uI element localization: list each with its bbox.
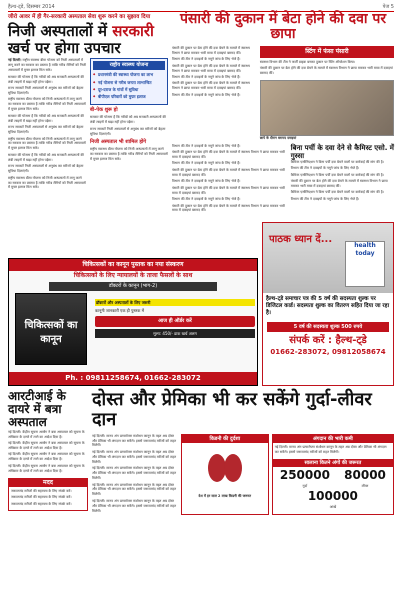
- organ-shortage-box: अंगदान की भारी कमी नई दिल्ली। मानव अंग प्रत्यारोपण संशोधन कानून के तहत अब दोस्त और प्रेमिका भी अंगदान कर सकेंगे। इससे जरूरतमंद मरीजों को राहत मिलेगी। सालाना कितने अंगों की जरूरत 250000 गुर्दा 80000 लीवर 100000 आंखें: [272, 434, 394, 516]
- book-ad-subband: चिकित्सकों के लिए न्यायालयों के ताजा फैसलों के साथ: [73, 272, 193, 280]
- order-button[interactable]: आज ही ऑर्डर करें: [95, 316, 255, 327]
- lead-story: जीरो आवर में ही गैर-सरकारी अस्पताल सेवा शुरू करने का सुझाव दिया निजी अस्पतालों में सरकारी खर्च पर होगा उपचार नई दिल्ली। राष्ट्रीय स्वास्थ्य बीमा योजना को निजी अस्पतालों में लागू करने का सरकार का प्रस्ताव है ताकि गरीब रोगियों को निजी अस्पतालों में मुफ्त इलाज मिल सके। सरकार की योजना है कि गरीबों को अब सरकारी अस्पतालों की लंबी लाइनों में खड़ा नहीं होना पड़ेगा। राज्य सरकारें निजी अस्पतालों से अनुबंध कर मरीजों को बेहतर सुविधा दिलाएंगी। राष्ट्रीय स्वास्थ्य बीमा योजना को निजी अस्पतालों में लागू करने का सरकार का प्रस्ताव है ताकि गरीब रोगियों को निजी अस्पतालों में मुफ्त इलाज मिल सके। सरकार की योजना है कि गरीबों को अब सरकारी अस्पतालों की लंबी लाइनों में खड़ा नहीं होना पड़ेगा। राज्य सरकारें निजी अस्पतालों से अनुबंध कर मरीजों को बेहतर सुविधा दिलाएंगी। राष्ट्रीय स्वास्थ्य बीमा योजना को निजी अस्पतालों में लागू करने का सरकार का प्रस्ताव है ताकि गरीब रोगियों को निजी अस्पतालों में मुफ्त इलाज मिल सके। सरकार की योजना है कि गरीबों को अब सरकारी अस्पतालों की लंबी लाइनों में खड़ा नहीं होना पड़ेगा। राज्य सरकारें निजी अस्पतालों से अनुबंध कर मरीजों को बेहतर सुविधा दिलाएंगी। राष्ट्रीय स्वास्थ्य बीमा योजना को निजी अस्पतालों में लागू करने का सरकार का प्रस्ताव है ताकि गरीब रोगियों को निजी अस्पतालों में मुफ्त इलाज मिल सके। राष्ट्रीय स्वास्थ्य योजना ◆ प्रधानमंत्री की स्वास्थ्य योजना का लाभ ◆ नई योजना से गरीब जनता लाभान्वित ◆ दूर-दराज के गांवों में सुविधा ◆ बीपीएल परिवारों को मुफ्त इलाज बी-पेक शुरू हो सरकार की योजना है कि गरीबों को अब सरकारी अस्पतालों की लंबी लाइनों में खड़ा नहीं होना पड़ेगा। राज्य सरकारें निजी अस्पतालों से अनुबंध कर मरीजों को बेहतर सुविधा दिलाएंगी। निजी अस्पताल भी शामिल होंगे राष्ट्रीय स्वास्थ्य बीमा योजना को निजी अस्पतालों में लागू करने का सरकार का प्रस्ताव है ताकि गरीब रोगियों को निजी अस्पतालों में मुफ्त इलाज मिल सके।: [8, 12, 168, 192]
- header-page-number: पेज 5: [382, 4, 394, 10]
- health-today-logo: health today: [345, 241, 385, 287]
- lead-headline: निजी अस्पतालों में सरकारी खर्च पर होगा उपचार: [8, 22, 154, 57]
- lead-body: नई दिल्ली। राष्ट्रीय स्वास्थ्य बीमा योजना को निजी अस्पतालों में लागू करने का सरकार का प्रस्ताव है ताकि गरीब रोगियों को निजी अस्पतालों में मुफ्त इलाज मिल सके। सरकार की योजना है कि गरीबों को अब सरकारी अस्पतालों की लंबी लाइनों में खड़ा नहीं होना पड़ेगा। राज्य सरकारें निजी अस्पतालों से अनुबंध कर मरीजों को बेहतर सुविधा दिलाएंगी। राष्ट्रीय स्वास्थ्य बीमा योजना को निजी अस्पतालों में लागू करने का सरकार का प्रस्ताव है ताकि गरीब रोगियों को निजी अस्पतालों में मुफ्त इलाज मिल सके। सरकार की योजना है कि गरीबों को अब सरकारी अस्पतालों की लंबी लाइनों में खड़ा नहीं होना पड़ेगा। राज्य सरकारें निजी अस्पतालों से अनुबंध कर मरीजों को बेहतर सुविधा दिलाएंगी। राष्ट्रीय स्वास्थ्य बीमा योजना को निजी अस्पतालों में लागू करने का सरकार का प्रस्ताव है ताकि गरीब रोगियों को निजी अस्पतालों में मुफ्त इलाज मिल सके। सरकार की योजना है कि गरीबों को अब सरकारी अस्पतालों की लंबी लाइनों में खड़ा नहीं होना पड़ेगा। राज्य सरकारें निजी अस्पतालों से अनुबंध कर मरीजों को बेहतर सुविधा दिलाएंगी। राष्ट्रीय स्वास्थ्य बीमा योजना को निजी अस्पतालों में लागू करने का सरकार का प्रस्ताव है ताकि गरीब रोगियों को निजी अस्पतालों में मुफ्त इलाज मिल सके।: [8, 58, 87, 190]
- organ-headline: दोस्त और प्रेमिका भी कर सकेंगे गुर्दा-लीवर दान: [92, 389, 372, 430]
- promo-attention: पाठक ध्यान दें...: [269, 234, 333, 245]
- stat-eyes: 100000 आंखें: [307, 489, 358, 509]
- book-ad-info: डॉक्टरों और अस्पतालों के लिए जरूरी कानूनी जानकारी एक ही पुस्तक में आज ही ऑर्डर करें मूल्य: 450/- डाक खर्च अलग: [95, 299, 255, 338]
- book-ad-strip: डॉक्टरों के कानून (भाग-2): [49, 282, 217, 291]
- yojana-box: [90, 58, 168, 104]
- yojana-title: राष्ट्रीय स्वास्थ्य योजना: [93, 61, 165, 70]
- list-item: ◆ नई योजना से गरीब जनता लाभान्वित: [93, 80, 165, 85]
- promo-contact: संपर्क करें : हैल्थ-ट्डे: [289, 335, 367, 347]
- stat-liver: 80000 लीवर: [344, 468, 386, 488]
- lead-deck: जीरो आवर में ही गैर-सरकारी अस्पताल सेवा शुरू करने का सुझाव दिया: [8, 14, 151, 20]
- promo-phones: 01662-283072, 09812058674: [270, 347, 386, 356]
- header-date: हैल्थ-ट्डे, दिसम्बर 2014: [8, 4, 55, 10]
- rti-headline: आरटीआई के दायरे में बत्रा अस्पताल: [8, 389, 66, 430]
- kidney-box: किडनी की दुर्दशा देश में हर साल 2 लाख किडनी की जरूरत: [181, 434, 269, 516]
- lead-subhead: बी-पेक शुरू हो: [90, 106, 118, 113]
- organ-stats: [273, 467, 393, 488]
- promo-image: [263, 223, 393, 293]
- book-price: मूल्य: 450/- डाक खर्च अलग: [95, 329, 255, 338]
- kidney-icon: [182, 443, 268, 493]
- stat-kidney: 250000 गुर्दा: [279, 468, 330, 488]
- madad-box: मदद जरूरतमंद मरीजों की सहायता के लिए संपर्क करें। जरूरतमंद मरीजों की सहायता के लिए संपर्क करें। जरूरतमंद मरीजों की सहायता के लिए संपर्क करें।: [8, 478, 88, 511]
- photo-caption: छापे के दौरान बरामद दवाइयां: [259, 135, 297, 140]
- stats-title: सालाना कितने अंगों की जरूरत: [273, 459, 393, 468]
- top-story: पंसारी की दुकान में बेटा होने की दवा पर छापा पंसारी की दुकान पर बेटा होने की दवा बेचने के मामले में स्वास्थ्य विभाग ने छापा मारकर भारी मात्रा में दवाइयां बरामद कीं। विभाग की टीम ने दवाइयों के नमूने जांच के लिए भेजे हैं। पंसारी की दुकान पर बेटा होने की दवा बेचने के मामले में स्वास्थ्य विभाग ने छापा मारकर भारी मात्रा में दवाइयां बरामद कीं। विभाग की टीम ने दवाइयों के नमूने जांच के लिए भेजे हैं। पंसारी की दुकान पर बेटा होने की दवा बेचने के मामले में स्वास्थ्य विभाग ने छापा मारकर भारी मात्रा में दवाइयां बरामद कीं। विभाग की टीम ने दवाइयों के नमूने जांच के लिए भेजे हैं। स्टिंग में फंसा पंसारी स्वास्थ्य विभाग की टीम ने फर्जी ग्राहक बनकर दुकान पर स्टिंग ऑपरेशन किया। पंसारी की दुकान पर बेटा होने की दवा बेचने के मामले में स्वास्थ्य विभाग ने छापा मारकर भारी मात्रा में दवाइयां बरामद कीं। छापे के दौरान बरामद दवाइयां विभाग की टीम ने दवाइयों के नमूने जांच के लिए भेजे हैं। पंसारी की दुकान पर बेटा होने की दवा बेचने के मामले में स्वास्थ्य विभाग ने छापा मारकर भारी मात्रा में दवाइयां बरामद कीं। विभाग की टीम ने दवाइयों के नमूने जांच के लिए भेजे हैं। पंसारी की दुकान पर बेटा होने की दवा बेचने के मामले में स्वास्थ्य विभाग ने छापा मारकर भारी मात्रा में दवाइयां बरामद कीं। विभाग की टीम ने दवाइयों के नमूने जांच के लिए भेजे हैं। पंसारी की दुकान पर बेटा होने की दवा बेचने के मामले में स्वास्थ्य विभाग ने छापा मारकर भारी मात्रा में दवाइयां बरामद कीं। विभाग की टीम ने दवाइयों के नमूने जांच के लिए भेजे हैं। पंसारी की दुकान पर बेटा होने की दवा बेचने के मामले में स्वास्थ्य विभाग ने छापा मारकर भारी मात्रा में दवाइयां बरामद कीं। बिना पर्ची के दवा देने से कैमिस्ट एसो. में गुस्सा कैमिस्ट एसोसिएशन ने बिना पर्ची दवा बेचने वालों पर कार्रवाई की मांग की है। विभाग की टीम ने दवाइयों के नमूने जांच के लिए भेजे हैं। कैमिस्ट एसोसिएशन ने बिना पर्ची दवा बेचने वालों पर कार्रवाई की मांग की है। पंसारी की दुकान पर बेटा होने की दवा बेचने के मामले में स्वास्थ्य विभाग ने छापा मारकर भारी मात्रा में दवाइयां बरामद कीं। कैमिस्ट एसोसिएशन ने बिना पर्ची दवा बेचने वालों पर कार्रवाई की मांग की है। विभाग की टीम ने दवाइयों के नमूने जांच के लिए भेजे हैं।: [172, 11, 394, 213]
- book-ad-band: चिकित्सकों का कानून पुस्तक का नया संस्करण: [9, 259, 257, 271]
- lead-subhead-2: निजी अस्पताल भी शामिल होंगे: [90, 138, 147, 145]
- top-story-headline: पंसारी की दुकान में बेटा होने की दवा पर छापा: [179, 11, 387, 43]
- book-cover-image: [15, 293, 87, 365]
- top-story-subhead: बिना पर्ची के दवा देने से कैमिस्ट एसो. में गुस्सा: [290, 143, 394, 160]
- list-item: ◆ बीपीएल परिवारों को मुफ्त इलाज: [93, 94, 165, 99]
- book-advertisement[interactable]: [8, 258, 258, 386]
- news-photo: [260, 80, 394, 136]
- organ-donation-story: दोस्त और प्रेमिका भी कर सकेंगे गुर्दा-लीवर दान नई दिल्ली। मानव अंग प्रत्यारोपण संशोधन कानून के तहत अब दोस्त और प्रेमिका भी अंगदान कर सकेंगे। इससे जरूरतमंद मरीजों को राहत मिलेगी। नई दिल्ली। मानव अंग प्रत्यारोपण संशोधन कानून के तहत अब दोस्त और प्रेमिका भी अंगदान कर सकेंगे। इससे जरूरतमंद मरीजों को राहत मिलेगी। नई दिल्ली। मानव अंग प्रत्यारोपण संशोधन कानून के तहत अब दोस्त और प्रेमिका भी अंगदान कर सकेंगे। इससे जरूरतमंद मरीजों को राहत मिलेगी। नई दिल्ली। मानव अंग प्रत्यारोपण संशोधन कानून के तहत अब दोस्त और प्रेमिका भी अंगदान कर सकेंगे। इससे जरूरतमंद मरीजों को राहत मिलेगी। नई दिल्ली। मानव अंग प्रत्यारोपण संशोधन कानून के तहत अब दोस्त और प्रेमिका भी अंगदान कर सकेंगे। इससे जरूरतमंद मरीजों को राहत मिलेगी। किडनी की दुर्दशा देश में हर साल 2 लाख किडनी की जरूरत अंगदान की भारी कमी नई दिल्ली। मानव अंग प्रत्यारोपण संशोधन कानून के तहत अब दोस्त और प्रेमिका भी अंगदान कर सकेंगे। इससे जरूरतमंद मरीजों को राहत मिलेगी। सालाना कितने अंगों की जरूरत 250000 गुर्दा 80000 लीवर 100000 आंखें: [92, 390, 394, 515]
- madad-title: मदद: [9, 479, 87, 487]
- book-cover-title: चिकित्सकों का कानून: [24, 320, 78, 345]
- book-ad-phone: Ph. : 09811258674, 01662-283072: [9, 372, 257, 385]
- promo-text: हैल्थ-ट्डे समाचार पत्र की 5 वर्ष की सदस्यता शुल्क पर डिजिटल कार्ड। सदस्यता शुल्क का वितरण सहित दिया जा रहा है।: [266, 296, 390, 316]
- subscription-promo[interactable]: [262, 222, 394, 386]
- sting-banner: स्टिंग में फंसा पंसारी: [260, 46, 394, 58]
- promo-fee: 5 वर्ष की सदस्यता शुल्क 500 रुपये: [267, 322, 389, 333]
- rti-story: आरटीआई के दायरे में बत्रा अस्पताल नई दिल्ली। केंद्रीय सूचना आयोग ने बत्रा अस्पताल को सूचना के अधिकार के दायरे में लाने का आदेश दिया है। नई दिल्ली। केंद्रीय सूचना आयोग ने बत्रा अस्पताल को सूचना के अधिकार के दायरे में लाने का आदेश दिया है। नई दिल्ली। केंद्रीय सूचना आयोग ने बत्रा अस्पताल को सूचना के अधिकार के दायरे में लाने का आदेश दिया है। नई दिल्ली। केंद्रीय सूचना आयोग ने बत्रा अस्पताल को सूचना के अधिकार के दायरे में लाने का आदेश दिया है। मदद जरूरतमंद मरीजों की सहायता के लिए संपर्क करें। जरूरतमंद मरीजों की सहायता के लिए संपर्क करें। जरूरतमंद मरीजों की सहायता के लिए संपर्क करें।: [8, 390, 88, 511]
- list-item: ◆ दूर-दराज के गांवों में सुविधा: [93, 87, 165, 92]
- list-item: ◆ प्रधानमंत्री की स्वास्थ्य योजना का लाभ: [93, 72, 165, 77]
- yojana-list: [93, 72, 165, 100]
